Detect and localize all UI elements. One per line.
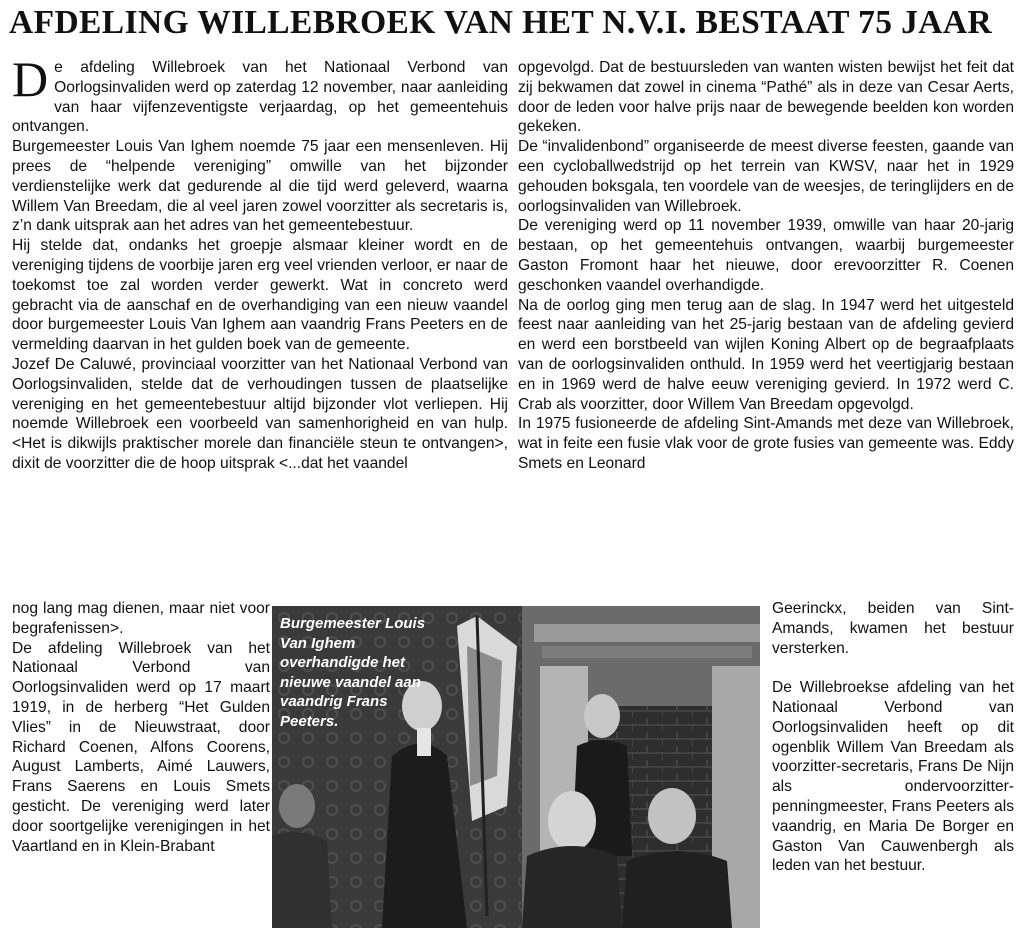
article-paragraph [12, 51, 508, 137]
article-paragraph: Geerinckx, beiden van Sint-Amands, kwamen het bestuur versterken. [772, 600, 1014, 657]
drop-cap: D [12, 51, 49, 107]
article-paragraph: De afdeling Willebroek van het Nationaal Verbond van Oorlogsinvaliden werd op 17 maart 1919, in de herberg “Het Gulden Vlies” in de Nieuwstraat, door Richard Coenen, Alfons Coorens, August Lamberts, Aimé Lauwers, Frans Saerens en Louis Smets gesticht. De vereniging werd later door soortgelijke verenigingen in het Vaartland en in Klein-Brabant [12, 639, 270, 855]
article-column-left [12, 51, 508, 474]
photo-caption: Burgemeester Louis Van Ighem overhandigde het nieuwe vaandel aan vaandrig Frans Peeters. [280, 615, 426, 730]
article-paragraph: Na de oorlog ging men terug aan de slag. In 1947 werd het uitgesteld feest naar aanleiding van het 25-jarig bestaan van de afdeling gevierd en werd een borstbeeld van wijlen Koning Albert op de begraafplaats van de oorlogsinvaliden onthuld. In 1959 werd het veertigjarig bestaan en in 1969 werd de halve eeuw vereniging gevierd. In 1972 werd C. Crab als voorzitter, door Willem Van Breedam opgevolgd. [518, 296, 1014, 413]
article-paragraph: nog lang mag dienen, maar niet voor begrafenissen>. [12, 600, 270, 637]
article-paragraph: In 1975 fusioneerde de afdeling Sint-Amands met deze van Willebroek, wat in feite een fusie vlak voor de grote fusies van gemeente was. Eddy Smets en Leonard [518, 415, 1014, 472]
article-paragraph: De Willebroekse afdeling van het Nationaal Verbond van Oorlogsinvaliden heeft op dit ogenblik Willem Van Breedam als voorzitter-secretaris, Frans De Nijn als ondervoorzitter-penningmeester, Frans Peeters als vaandrig, en Maria De Borger en Gaston Van Cauwenbergh als leden van het bestuur. [772, 679, 1014, 875]
news-photo [272, 606, 760, 928]
article-column-left-bottom [12, 599, 270, 856]
article-headline: AFDELING WILLEBROEK VAN HET N.V.I. BESTAAT 75 JAAR [9, 4, 993, 41]
article-paragraph: Jozef De Caluwé, provinciaal voorzitter van het Nationaal Verbond van Oorlogsinvaliden, stelde dat de verhoudingen tussen de plaatselijke vereniging en het gemeentebestuur altijd bijzonder vlot verliepen. Hij noemde Willebroek een voorbeeld van samenhorigheid en van hulp. <Het is dikwijls praktischer morele dan financiële steun te ontvangen>, dixit de voorzitter die de hoop uitsprak <...dat het vaandel [12, 355, 508, 472]
article-paragraph: opgevolgd. Dat de bestuursleden van wanten wisten bewijst het feit dat zij bekwamen dat zowel in cinema “Pathé” als in deze van Cesar Aerts, door de leden voor halve prijs naar de bewegende beelden kon worden gekeken. [518, 59, 1014, 136]
article-paragraph-text: e afdeling Willebroek van het Nationaal Verbond van Oorlogsinvaliden werd op zaterdag 12 november, naar aanleiding van haar vijfenzeventigste verjaardag, op het gemeentehuis ontvangen. [12, 59, 508, 136]
article-paragraph: Hij stelde dat, ondanks het groepje alsmaar kleiner wordt en de vereniging tijdens de voorbije jaren erg veel vrienden verloor, er naar de toekomst toe zal worden verder gewerkt. Wat in concreto werd gebracht via de aanschaf en de overhandiging van een nieuw vaandel door burgemeester Louis Van Ighem aan vaandrig Frans Peeters en de vermelding daarvan in het gulden boek van de gemeente. [12, 237, 508, 354]
article-paragraph: De vereniging werd op 11 november 1939, omwille van haar 20-jarig bestaan, op het gemeentehuis ontvangen, waarbij burgemeester Gaston Fromont haar het nieuwe, door erevoorzitter R. Coenen geschonken vaandel overhandigde. [518, 217, 1014, 294]
article-column-right-bottom [772, 599, 1014, 876]
article-paragraph: De “invalidenbond” organiseerde de meest diverse feesten, gaande van een cycloballwedstrijd op het terrein van KWSV, naar het in 1929 gehouden boksgala, ten voordele van de weesjes, de teringlijders en de oorlogsinvaliden van Willebroek. [518, 138, 1014, 215]
article-paragraph: Burgemeester Louis Van Ighem noemde 75 jaar een mensenleven. Hij prees de “helpende vereniging” omwille van het bijzonder verdienstelijke werk dat gedurende al die tijd werd geleverd, waarna Willem Van Breedam, die al veel jaren zowel voorzitter als secretaris is, z’n dank uitsprak aan het adres van het gemeentebestuur. [12, 138, 508, 235]
article-column-right [518, 58, 1014, 474]
